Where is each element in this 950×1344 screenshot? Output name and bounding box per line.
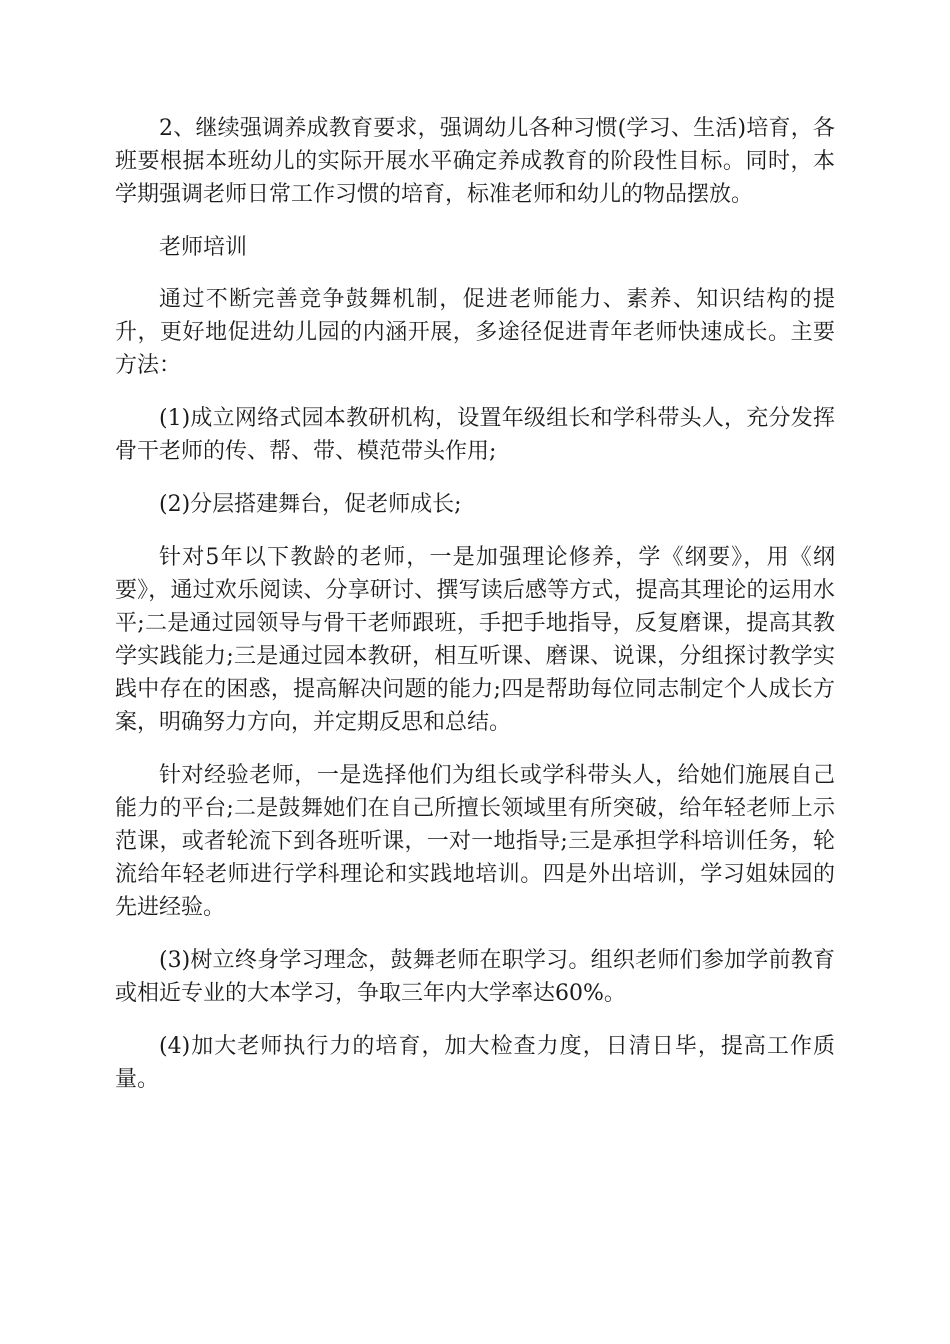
paragraph-habit-education: 2、继续强调养成教育要求，强调幼儿各种习惯(学习、生活)培育，各班要根据本班幼儿的实际开展水平确定养成教育的阶段性目标。同时，本学期强调老师日常工作习惯的培育，标准老师和幼儿的物品摆放。 (115, 116, 835, 207)
paragraph-method-1: (1)成立网络式园本教研机构，设置年级组长和学科带头人，充分发挥骨干老师的传、帮、带、模范带头作用; (115, 406, 835, 464)
paragraph-method-2: (2)分层搭建舞台，促老师成长; (159, 492, 462, 517)
paragraph-method-3: (3)树立终身学习理念，鼓舞老师在职学习。组织老师们参加学前教育或相近专业的大本学习，争取三年内大学率达60%。 (115, 948, 835, 1006)
paragraph-method-4: (4)加大老师执行力的培育，加大检查力度，日清日毕，提高工作质量。 (115, 1034, 835, 1092)
paragraph-experienced-teachers: 针对经验老师，一是选择他们为组长或学科带头人，给她们施展自己能力的平台;二是鼓舞她们在自己所擅长领域里有所突破，给年轻老师上示范课，或者轮流下到各班听课，一对一地指导;三是承担学科培训任务，轮流给年轻老师进行学科理论和实践地培训。四是外出培训，学习姐妹园的先进经验。 (115, 763, 835, 920)
paragraph-training-intro: 通过不断完善竞争鼓舞机制，促进老师能力、素养、知识结构的提升，更好地促进幼儿园的内涵开展，多途径促进青年老师快速成长。主要方法： (115, 287, 835, 378)
document-page (115, 112, 835, 1116)
paragraph-new-teachers: 针对5年以下教龄的老师，一是加强理论修养，学《纲要》，用《纲要》，通过欢乐阅读、分享研讨、撰写读后感等方式，提高其理论的运用水平;二是通过园领导与骨干老师跟班，手把手地指导，反复磨课，提高其教学实践能力;三是通过园本教研，相互听课、磨课、说课，分组探讨教学实践中存在的困惑，提高解决问题的能力;四是帮助每位同志制定个人成长方案，明确努力方向，并定期反思和总结。 (115, 545, 835, 735)
section-heading-teacher-training: 老师培训 (159, 235, 248, 260)
